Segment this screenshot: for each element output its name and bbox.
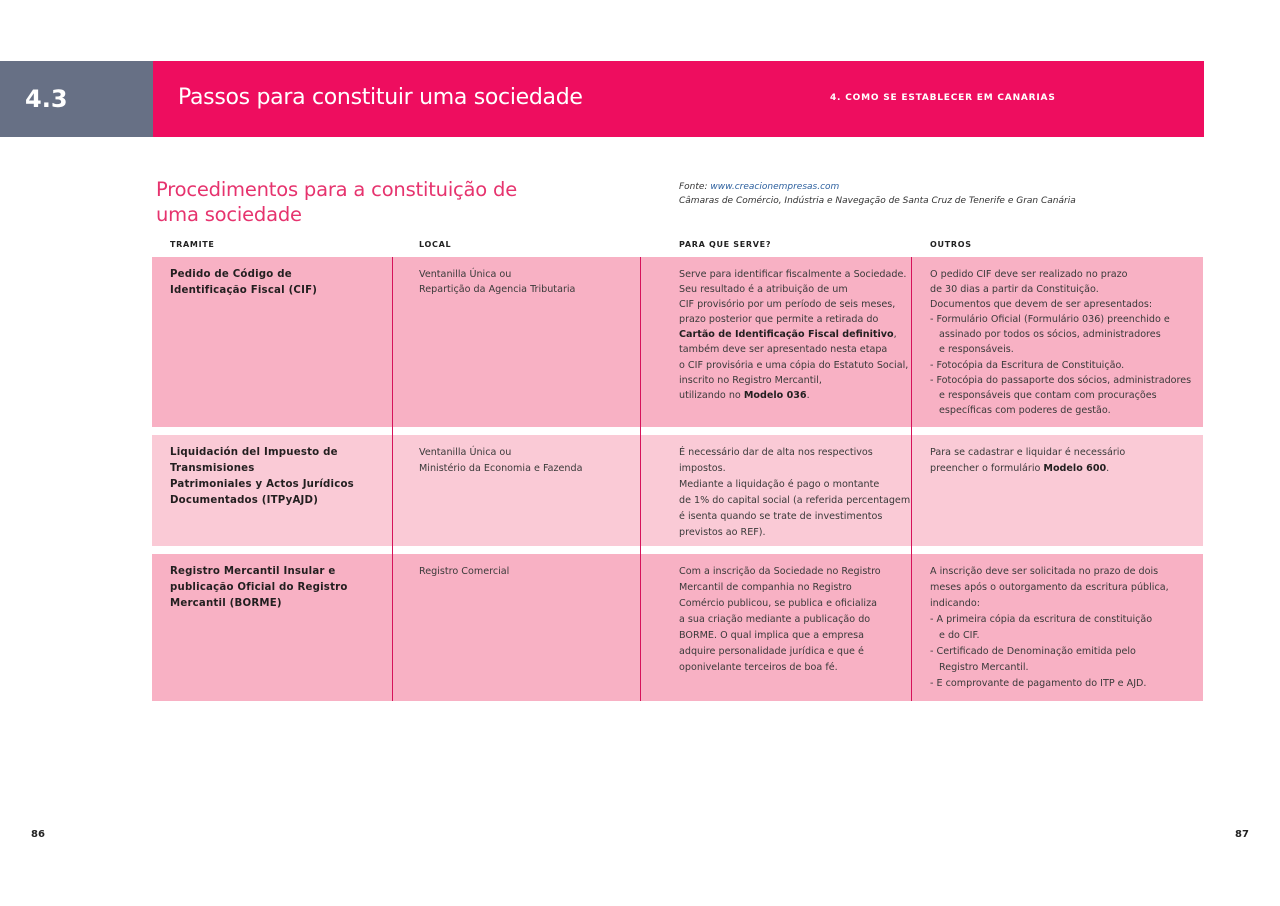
text-line: e responsáveis. <box>939 344 1014 356</box>
text-line: Com a inscrição da Sociedade no Registro <box>679 566 881 577</box>
cell-para-que-serve <box>679 445 914 541</box>
text-line: oponivelante terceiros de boa fé. <box>679 662 838 673</box>
section-number: 4.3 <box>0 61 153 137</box>
text-line: Serve para identificar fiscalmente a Sociedade. <box>679 269 907 280</box>
text-line: assinado por todos os sócios, administradores <box>939 329 1161 341</box>
text-line: impostos. <box>679 463 726 474</box>
column-header-outros: OUTROS <box>930 240 972 249</box>
chapter-label: 4. COMO SE ESTABLECER EM CANARIAS <box>830 93 1056 103</box>
text-line: Liquidación del Impuesto de <box>170 447 338 458</box>
text-line: Seu resultado é a atribuição de um <box>679 284 848 296</box>
text-line: previstos ao REF). <box>679 527 766 538</box>
cell-para-que-serve <box>679 267 914 403</box>
cell-outros <box>930 267 1195 418</box>
cell-outros <box>930 564 1195 692</box>
procedures-title-line2: uma sociedade <box>156 203 302 226</box>
text-line: - Fotocópia da Escritura de Constituição. <box>930 359 1125 371</box>
column-divider <box>911 257 912 701</box>
text-line: Comércio publicou, se publica e oficializa <box>679 598 877 609</box>
text-line: Repartição da Agencia Tributaria <box>419 284 576 296</box>
page-title: Passos para constituir uma sociedade <box>178 85 583 110</box>
text-line: Mercantil de companhia no Registro <box>679 582 852 593</box>
text-line: Ventanilla Única ou <box>419 447 512 458</box>
column-header-local: LOCAL <box>419 240 452 249</box>
source-link[interactable]: www.creacionempresas.com <box>710 182 840 192</box>
column-divider <box>640 257 641 701</box>
text-line: preencher o formulário Modelo 600. <box>930 463 1110 474</box>
page-number-right: 87 <box>1235 829 1249 840</box>
text-line: utilizando no Modelo 036. <box>679 389 810 401</box>
text-line: inscrito no Registro Mercantil, <box>679 374 822 386</box>
text-line: Mercantil (BORME) <box>170 598 282 609</box>
text-line: - E comprovante de pagamento do ITP e AJD. <box>930 678 1147 689</box>
column-header-tramite: TRAMITE <box>170 240 215 249</box>
text-line: de 30 dias a partir da Constituição. <box>930 284 1099 296</box>
cell-para-que-serve <box>679 564 914 676</box>
source-note <box>679 180 1076 208</box>
text-line: Documentos que devem de ser apresentados: <box>930 299 1153 311</box>
procedures-title-line1: Procedimentos para a constituição de <box>156 178 518 201</box>
text-line: - Certificado de Denominação emitida pelo <box>930 646 1136 657</box>
procedures-title <box>156 177 576 227</box>
text-line: Ministério da Economia e Fazenda <box>419 463 583 474</box>
table-row <box>152 257 1203 427</box>
text-line: publicação Oficial do Registro <box>170 582 348 593</box>
text-line: Patrimoniales y Actos Jurídicos <box>170 479 354 490</box>
text-line: adquire personalidade jurídica e que é <box>679 646 864 657</box>
text-line: Registro Comercial <box>419 566 510 577</box>
text-line: também deve ser apresentado nesta etapa <box>679 344 888 356</box>
column-divider <box>392 257 393 701</box>
text-line: O pedido CIF deve ser realizado no prazo <box>930 269 1128 280</box>
text-line: Documentados (ITPyAJD) <box>170 495 319 506</box>
text-line: Ventanilla Única ou <box>419 269 512 280</box>
text-line: BORME. O qual implica que a empresa <box>679 630 864 641</box>
cell-tramite <box>170 445 385 509</box>
text-line: Registro Mercantil Insular e <box>170 566 336 577</box>
page-number-left: 86 <box>31 829 45 840</box>
table-row <box>152 554 1203 701</box>
text-line: indicando: <box>930 598 980 609</box>
text-line: Identificação Fiscal (CIF) <box>170 285 318 297</box>
text-line: Cartão de Identificação Fiscal definitivo, <box>679 329 897 341</box>
source-label: Fonte: <box>679 182 711 192</box>
text-line: e do CIF. <box>939 630 980 641</box>
bold-term: Modelo 036 <box>743 389 807 401</box>
text-line: A inscrição deve ser solicitada no prazo de dois <box>930 566 1159 577</box>
cell-tramite <box>170 267 385 300</box>
text-line: É necessário dar de alta nos respectivos <box>679 447 873 458</box>
text-line: - A primeira cópia da escritura de constituição <box>930 614 1153 625</box>
cell-outros <box>930 445 1195 477</box>
text-line: de 1% do capital social (a referida percentagem <box>679 495 911 506</box>
text-line: a sua criação mediante a publicação do <box>679 614 871 625</box>
text-line: - Fotocópia do passaporte dos sócios, administradores <box>930 374 1192 386</box>
text-line: Transmisiones <box>170 463 255 474</box>
text-line: Registro Mercantil. <box>939 662 1029 673</box>
source-institution: Câmaras de Comércio, Indústria e Navegação de Santa Cruz de Tenerife e Gran Canária <box>679 196 1076 206</box>
text-line: - Formulário Oficial (Formulário 036) preenchido e <box>930 314 1170 326</box>
cell-tramite <box>170 564 385 612</box>
text-line: Mediante a liquidação é pago o montante <box>679 479 880 490</box>
text-line: o CIF provisória e uma cópia do Estatuto Social, <box>679 359 909 371</box>
table-row <box>152 435 1203 546</box>
bold-term: Modelo 600 <box>1043 463 1107 474</box>
cell-local <box>419 564 639 580</box>
text-line: e responsáveis que contam com procurações <box>939 389 1157 401</box>
text-line: prazo posterior que permite a retirada do <box>679 314 879 326</box>
cell-local <box>419 445 639 477</box>
text-line: Para se cadastrar e liquidar é necessário <box>930 447 1126 458</box>
text-line: CIF provisório por um período de seis meses, <box>679 299 896 311</box>
column-header-para-que-serve: PARA QUE SERVE? <box>679 240 772 249</box>
text-line: meses após o outorgamento da escritura pública, <box>930 582 1169 593</box>
header-bar <box>153 61 1204 137</box>
text-line: Pedido de Código de <box>170 269 292 280</box>
bold-term: Cartão de Identificação Fiscal definitivo <box>679 329 894 341</box>
text-line: específicas com poderes de gestão. <box>939 404 1111 416</box>
text-line: é isenta quando se trate de investimentos <box>679 511 883 522</box>
cell-local <box>419 267 639 297</box>
